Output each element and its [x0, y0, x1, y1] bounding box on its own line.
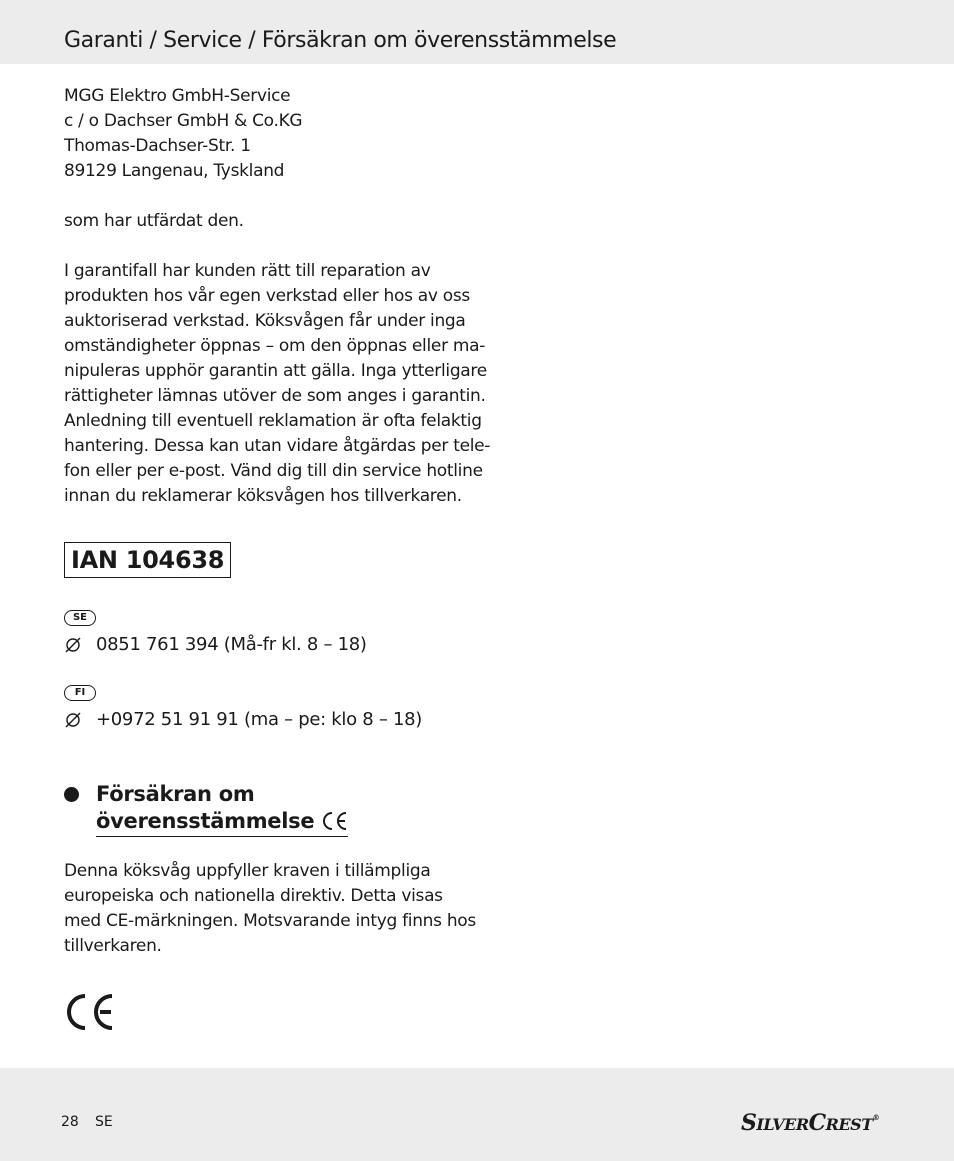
heading-underlined: [96, 808, 348, 837]
address-line: c / o Dachser GmbH & Co.KG: [64, 111, 303, 131]
ian-number: IAN 104638: [64, 542, 231, 578]
registered-mark: ®: [872, 1113, 880, 1122]
heading-line: överensstämmelse: [96, 809, 315, 833]
page-number: 28: [61, 1114, 79, 1130]
heading-line: Försäkran om: [96, 782, 255, 806]
hotline-phone-fi: +0972 51 91 91 (ma – pe: klo 8 – 18): [96, 709, 422, 730]
paragraph-line: omständigheter öppnas – om den öppnas eller ma-: [64, 336, 486, 356]
brand-logo: [741, 1110, 879, 1136]
paragraph-line: rättigheter lämnas utöver de som anges i garantin.: [64, 386, 486, 406]
country-badge-se: SE: [64, 610, 96, 626]
paragraph-line: europeiska och nationella direktiv. Detta visas: [64, 886, 443, 906]
paragraph-line: innan du reklamerar köksvågen hos tillverkaren.: [64, 486, 462, 506]
address-line: Thomas-Dachser-Str. 1: [64, 136, 251, 156]
issuer-text: som har utfärdat den.: [64, 211, 244, 231]
paragraph-line: nipuleras upphör garantin att gälla. Inga ytterligare: [64, 361, 487, 381]
phone-icon: [64, 636, 82, 654]
paragraph-line: Denna köksvåg uppfyller kraven i tillämpliga: [64, 861, 431, 881]
declaration-heading: [96, 781, 348, 837]
page-title: Garanti / Service / Försäkran om överensstämmelse: [64, 28, 617, 53]
brand-letter: C: [808, 1110, 826, 1136]
paragraph-line: med CE-märkningen. Motsvarande intyg finns hos: [64, 911, 476, 931]
ce-mark-icon: [64, 993, 116, 1031]
service-address: [64, 84, 474, 184]
brand-letters: REST: [825, 1115, 873, 1134]
brand-letter: S: [741, 1110, 757, 1136]
country-badge-fi: FI: [64, 685, 96, 701]
warranty-paragraph: [64, 259, 491, 509]
paragraph-line: fon eller per e-post. Vänd dig till din service hotline: [64, 461, 483, 481]
paragraph-line: tillverkaren.: [64, 936, 162, 956]
address-line: 89129 Langenau, Tyskland: [64, 161, 285, 181]
declaration-paragraph: [64, 859, 474, 959]
paragraph-line: auktoriserad verkstad. Köksvågen får under inga: [64, 311, 466, 331]
paragraph-line: produkten hos vår egen verkstad eller hos av oss: [64, 286, 470, 306]
address-line: MGG Elektro GmbH-Service: [64, 86, 291, 106]
paragraph-line: I garantifall har kunden rätt till reparation av: [64, 261, 431, 281]
issuer-line: [64, 209, 474, 234]
ce-mark-icon: [320, 811, 348, 831]
hotline-phone-se: 0851 761 394 (Må-fr kl. 8 – 18): [96, 634, 367, 655]
phone-icon: [64, 711, 82, 729]
bullet-icon: [64, 787, 79, 802]
brand-letters: ILVER: [756, 1115, 809, 1134]
language-code: SE: [95, 1114, 113, 1130]
paragraph-line: Anledning till eventuell reklamation är ofta felaktig: [64, 411, 482, 431]
paragraph-line: hantering. Dessa kan utan vidare åtgärdas per tele-: [64, 436, 491, 456]
